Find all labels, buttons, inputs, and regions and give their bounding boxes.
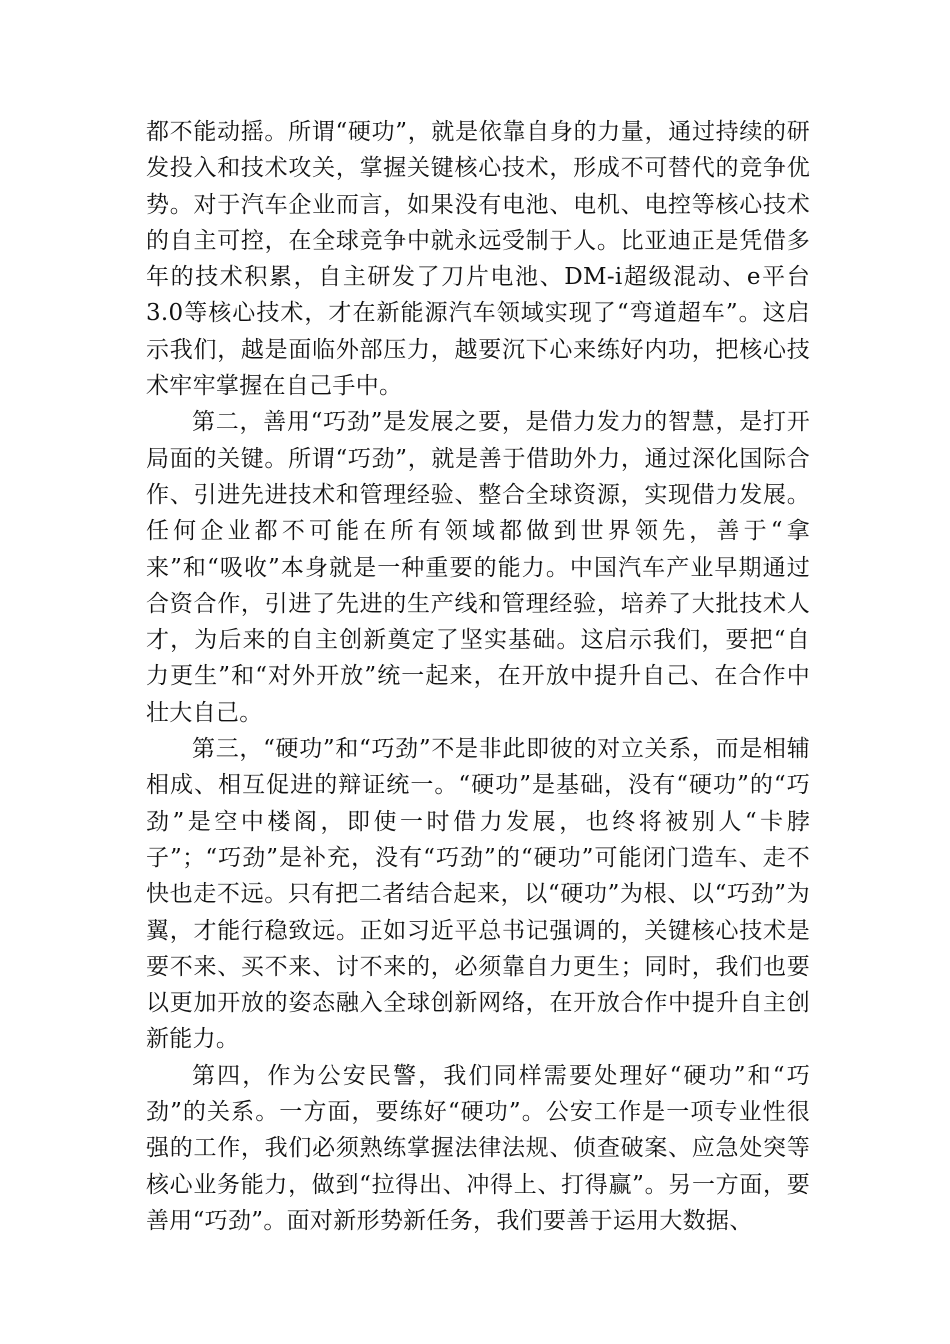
paragraph-second-point: 第二，善用“巧劲”是发展之要，是借力发力的智慧，是打开局面的关键。所谓“巧劲”，就是善于借助外力，通过深化国际合作、引进先进技术和管理经验、整合全球资源，实现借力发展。任何企业都不可能在所有领域都做到世界领先，善于“拿来”和“吸收”本身就是一种重要的能力。中国汽车产业早期通过合资合作，引进了先进的生产线和管理经验，培养了大批技术人才，为后来的自主创新奠定了坚实基础。这启示我们，要把“自力更生”和“对外开放”统一起来，在开放中提升自己、在合作中壮大自己。 <box>146 409 810 726</box>
paragraph-third-point: 第三，“硬功”和“巧劲”不是非此即彼的对立关系，而是相辅相成、相互促进的辩证统一。“硬功”是基础，没有“硬功”的“巧劲”是空中楼阁，即使一时借力发展，也终将被别人“卡脖子”；“巧劲”是补充，没有“巧劲”的“硬功”可能闭门造车、走不快也走不远。只有把二者结合起来，以“硬功”为根、以“巧劲”为翼，才能行稳致远。正如习近平总书记强调的，关键核心技术是要不来、买不来、讨不来的，必须靠自力更生；同时，我们也要以更加开放的姿态融入全球创新网络，在开放合作中提升自主创新能力。 <box>146 736 810 1053</box>
paragraph-continuation: 都不能动摇。所谓“硬功”，就是依靠自身的力量，通过持续的研发投入和技术攻关，掌握关键核心技术，形成不可替代的竞争优势。对于汽车企业而言，如果没有电池、电机、电控等核心技术的自主可控，在全球竞争中就永远受制于人。比亚迪正是凭借多年的技术积累，自主研发了刀片电池、DM-i超级混动、e平台3.0等核心技术，才在新能源汽车领域实现了“弯道超车”。这启示我们，越是面临外部压力，越要沉下心来练好内功，把核心技术牢牢掌握在自己手中。 <box>146 119 810 400</box>
paragraph-fourth-point: 第四，作为公安民警，我们同样需要处理好“硬功”和“巧劲”的关系。一方面，要练好“硬功”。公安工作是一项专业性很强的工作，我们必须熟练掌握法律法规、侦查破案、应急处突等核心业务能力，做到“拉得出、冲得上、打得赢”。另一方面，要善用“巧劲”。面对新形势新任务，我们要善于运用大数据、 <box>146 1062 810 1234</box>
body-text <box>146 114 810 1239</box>
